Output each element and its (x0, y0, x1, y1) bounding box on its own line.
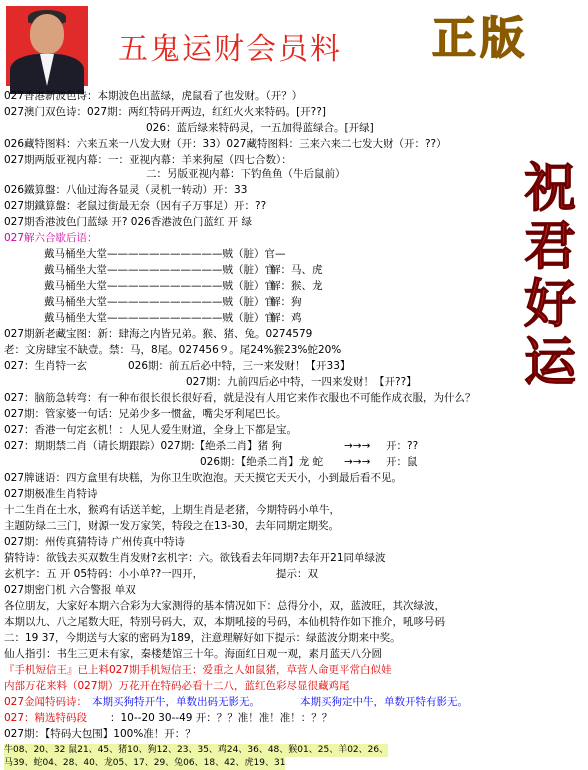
line-19: 027期新老藏宝图：新：肆海之内皆兄弟。猴、猪、兔。0274579 (4, 328, 313, 340)
line-25: 027期：管家婆一句话：兄弟少多一惯盆，嘴尖牙利尾巴长。 (4, 408, 287, 420)
line-28: 开：?? (386, 440, 419, 452)
line-47: 本期买狗特开牛，单数出码无影无。 (92, 696, 260, 708)
line-51: 027期：【特码大包围】100%准！开：？ (4, 728, 196, 740)
line-37: 玄机字：五 开 05特码：小小单??一四开， (4, 568, 204, 580)
line-27: 027：期期禁二肖（请长期跟踪）027期:【绝杀二肖】猪 狗 (4, 440, 282, 452)
line-6: 026鐵算盤：八仙过海各显灵（灵机一转动）开：33 (4, 184, 248, 196)
line-35: 027期：州传真猜特诗 广州传真中特诗 (4, 536, 185, 548)
line-42: 二：19 37，今期送与大家的密码为189，注意理解好如下提示：绿蓝波分期来中奖。 (4, 632, 401, 644)
line-8: 027期香港波色门蓝绿 开? 026香港波色门蓝红 开 绿 (4, 216, 253, 228)
line-0: 027香港新波色诗：本期波色出蓝绿，虎鼠看了也发财。（开？） (4, 90, 303, 102)
line-12: 解：马、虎 (270, 264, 323, 276)
line-34: 主题防绿二三门，财源一发万家笑，特段之在13-30，去年同期定期奖。 (4, 520, 340, 532)
arrow-icon: →→→ (344, 440, 371, 452)
line-14: 解：猴、龙 (270, 280, 323, 292)
line-22: 026期：前五后必中特，三一来发财！【开33】 (128, 360, 351, 372)
line-3: 026藏特图料：六来五来一八发大财（开：33）027藏特图料：三来六来二七发大财（开：??） (4, 138, 447, 150)
side-blessing-text: 祝君好运 (523, 159, 576, 393)
line-33: 十二生肖在土水，猴鸡有话送羊蛇，上期生肖是老猪，今期特码小单牛， (4, 504, 340, 516)
line-5: 二：另版亚视内幕：下钓鱼鱼（牛后鼠前） (146, 168, 346, 180)
line-44: 『手机短信王』已上料027期手机短信王：爱重之人如鼠猪，草营人命更平常白似娃 (4, 664, 392, 676)
line-40: 各位朋友，大家好本期六合彩为大家测得的基本情况如下：总得分小，双，蓝波旺，其次绿波， (4, 600, 445, 612)
line-45: 内部万花来料（027期）万花开在特码必看十二八，蓝红色彩尽显很藏鸡尾 (4, 680, 350, 692)
line-23: 027期：九前四后必中特，一四来发财！【开??】 (186, 376, 417, 388)
line-21: 027：生肖特一玄 (4, 360, 88, 372)
line-20: 老：文房肆宝不缺壹。禁：马，8尾。027456９。尾24%猴23%蛇20% (4, 344, 342, 356)
page-title: 五鬼运财会员料 (118, 32, 342, 67)
line-39: 027期密门机 六合警报 单双 (4, 584, 136, 596)
line-7: 027期鐵算盤：老鼠过街最无奈（因有子万事足）开：?? (4, 200, 267, 212)
zhengban-stamp: 正版 (432, 13, 528, 64)
line-1: 027澳门双色诗：027期：两红特码开两边，红红火火来特码。[开??] (4, 106, 326, 118)
line-10: 戴马桶坐大堂———————————贼（脏）官— (44, 248, 286, 260)
line-43: 仙人指引：书生三更未有家，秦楼楚馆三十年。海面红日观一观，素月蓝天八分圆 (4, 648, 382, 660)
line-17: 戴马桶坐大堂———————————贼（脏）官 (44, 312, 275, 324)
line-29: 026期：【绝杀二肖】龙 蛇 (200, 456, 324, 468)
line-30: 开：鼠 (386, 456, 418, 468)
line-49: 027：精选特码段 (4, 712, 88, 724)
line-50: ：10--20 30--49 开：？？准！准！准！：？？ (110, 712, 333, 724)
line-32: 027期极准生肖特诗 (4, 488, 98, 500)
line-16: 解：狗 (270, 296, 302, 308)
line-46: 027金闻特码诗： (4, 696, 88, 708)
line-11: 戴马桶坐大堂———————————贼（脏）官 (44, 264, 275, 276)
line-38: 提示：双 (276, 568, 318, 580)
line-41: 本期以九、八之尾数大旺，特别号码大，双，本期吼接的号码，本仙机特作如下推介，吼哆号码 (4, 616, 445, 628)
line-2: 026：蓝后绿来特码灵，一五加得蓝绿合。[开绿] (146, 122, 374, 134)
line-26: 027：香港一句定玄机！：人见人爱生财道，全身上下都是宝。 (4, 424, 298, 436)
line-52: 牛08、20、32 鼠21、45、猪10、狗12、23、35、鸡24、36、48、猴01、25、羊02、26、 (4, 745, 389, 755)
line-48: 本期买狗定中牛，单数开特有影无。 (300, 696, 468, 708)
line-18: 解：鸡 (270, 312, 302, 324)
line-13: 戴马桶坐大堂———————————贼（脏）官 (44, 280, 275, 292)
arrow-icon: →→→ (344, 456, 371, 468)
line-24: 027：脑筋急转弯：有一种布很长很长很好看，就是没有人用它来作衣服也不可能作成衣服，为什么？ (4, 392, 476, 404)
line-36: 猜特诗：欲钱去买双数生肖发财?玄机字：六。欲钱看去年同期?去年开21同单绿波 (4, 552, 386, 564)
line-4: 027期两版亚视内幕：一：亚视内幕：羊来狗屋（四七合数）： (4, 154, 292, 166)
portrait-photo (6, 6, 88, 86)
line-9: 027解六合歇后语： (4, 232, 98, 244)
line-31: 027牌谜语：四方盒里有块糕，为你卫生吹泡泡。天天摸它天天小，小到最后看不见。 (4, 472, 403, 484)
line-53: 马39、蛇04、28、40、龙05、17、29、兔06、18、42、虎19、31 (4, 758, 286, 768)
line-15: 戴马桶坐大堂———————————贼（脏）官 (44, 296, 275, 308)
